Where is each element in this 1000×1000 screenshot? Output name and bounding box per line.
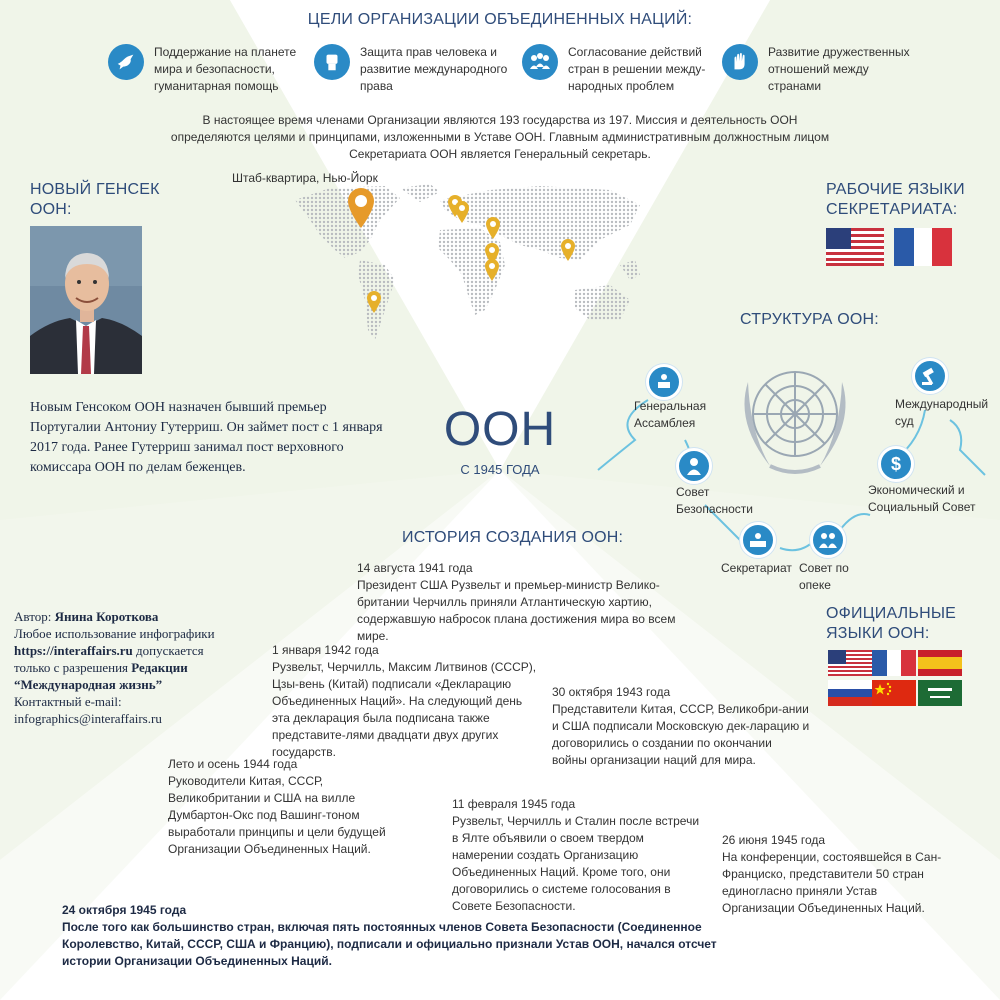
fist-icon xyxy=(314,44,350,80)
history-event-text: Представители Китая, СССР, Великобри-ании и США подписали Московскую дек-ларацию и договорились о создании по окончании войны организации наций для мира. xyxy=(552,702,810,767)
dollar-icon: $ xyxy=(878,446,914,482)
history-event xyxy=(272,642,537,761)
credits-email-link[interactable]: infographics@interaffairs.ru xyxy=(14,711,162,726)
goal-text: Согласование действий стран в решении между-народных проблем xyxy=(568,45,706,93)
history-event-date: 14 августа 1941 года xyxy=(357,561,473,575)
usa-flag-icon xyxy=(826,228,884,266)
credits-editorial: Редакции xyxy=(131,660,188,675)
structure-trusteeship-label: Совет по опеке xyxy=(799,561,849,592)
history-event-text: Рузвельт, Черчилль и Сталин после встречи в Ялте объявили о своем твердом намерении создать Организацию Объединенных Наций. Кроме того, они договорились о системе голосования в Совете Безопасности. xyxy=(452,814,700,913)
hands-icon xyxy=(722,44,758,80)
assembly-icon xyxy=(646,364,682,400)
structure-secretariat-label: Секретариат xyxy=(721,561,792,575)
structure-council-label: Совет Безопасности xyxy=(676,485,753,516)
intro-text: В настоящее время членами Организации являются 193 государства из 197. Миссия и деятельность ООН определяются целями и принципами, изложенными в Уставе ООН. Главным административным должностным лицом Секретариата ООН является Генеральный секретарь. xyxy=(170,113,830,161)
saudi-flag-icon xyxy=(918,680,962,706)
working-languages-title: РАБОЧИЕ ЯЗЫКИ СЕКРЕТАРИАТА: xyxy=(826,181,965,218)
credits-line2: допускается xyxy=(132,643,204,658)
history-event-date: 1 января 1942 года xyxy=(272,643,379,657)
usa-flag-icon xyxy=(828,650,872,676)
credits-block xyxy=(14,608,254,727)
china-flag-icon xyxy=(872,680,916,706)
history-event-date: 24 октября 1945 года xyxy=(62,903,187,917)
secgen-photo xyxy=(30,226,142,374)
structure-title: СТРУКТУРА ООН: xyxy=(740,311,879,328)
trusteeship-icon xyxy=(810,522,846,558)
history-event xyxy=(357,560,697,645)
credits-site-link[interactable]: https://interaffairs.ru xyxy=(14,643,133,658)
official-languages-title: ОФИЦИАЛЬНЫЕ ЯЗЫКИ ООН: xyxy=(826,605,957,642)
france-flag-icon xyxy=(872,650,916,676)
history-event-text: На конференции, состоявшейся в Сан-Франциско, представители 50 стран единогласно приняли Устав Организации Объединенных Наций. xyxy=(722,850,942,915)
goal-item xyxy=(722,44,918,95)
world-map xyxy=(290,180,650,350)
goals-title: ЦЕЛИ ОРГАНИЗАЦИИ ОБЪЕДИНЕННЫХ НАЦИЙ: xyxy=(307,11,693,28)
map-pin-icon xyxy=(484,258,500,282)
history-event-final xyxy=(62,902,732,970)
goal-item xyxy=(108,44,304,95)
map-pin-icon xyxy=(366,290,382,314)
history-event-text: Руководители Китая, СССР, Великобритании и США на вилле Думбартон-Окс под Вашинг-тоном выработали принципы и цели будущей Организации Объединенных Наций. xyxy=(168,774,386,856)
credits-contact-label: Контактный e-mail: xyxy=(14,694,122,709)
map-pin-icon xyxy=(485,216,501,240)
goal-text: Защита прав человека и развитие международного права xyxy=(360,45,508,93)
history-event-text: Рузвельт, Черчилль, Максим Литвинов (СССР), Цзы-вень (Китай) подписали «Декларацию Объединенных Наций». На следующий день эта декларация была подписана также представите-лями двадцати двух других государств. xyxy=(272,660,537,759)
goal-text: Поддержание на планете мира и безопасности, гуманитарная помощь xyxy=(154,45,297,93)
credits-line3: только с разрешения xyxy=(14,660,132,675)
map-pin-icon xyxy=(454,200,470,224)
russia-flag-icon xyxy=(828,680,872,706)
goal-item xyxy=(522,44,718,95)
history-event-date: 26 июня 1945 года xyxy=(722,833,826,847)
goal-item xyxy=(314,44,510,95)
secgen-text: Новым Генсоком ООН назначен бывший премьер Португалии Антониу Гутерриш. Он займет пост с 1 января 2017 года. Ранее Гутерриш занимал пост верховного комиссара ООН по делам беженцев. xyxy=(30,400,383,475)
credits-line1: Любое использование инфографики xyxy=(14,626,215,641)
history-event-date: Лето и осень 1944 года xyxy=(168,757,298,771)
secgen-title: НОВЫЙ ГЕНСЕК ООН: xyxy=(30,181,160,218)
history-title: ИСТОРИЯ СОЗДАНИЯ ООН: xyxy=(402,529,624,546)
history-event-date: 30 октября 1943 года xyxy=(552,685,671,699)
credits-author-label: Автор: xyxy=(14,609,55,624)
gavel-icon xyxy=(912,358,948,394)
history-event xyxy=(168,756,418,858)
hq-label: Штаб-квартира, Нью-Йорк xyxy=(232,171,378,185)
hq-pin-icon xyxy=(346,186,376,230)
structure-court-label: Международный суд xyxy=(895,397,989,428)
structure-ecosoc-label: Экономический и Социальный Совет xyxy=(868,483,976,514)
history-event-text: После того как большинство стран, включая пять постоянных членов Совета Безопасности (Соединенное Королевство, Китай, СССР, США и Францию), подписали и официально признали Устав ООН, начался отсчет истории Организации Объединенных Наций. xyxy=(62,920,717,968)
secretariat-icon xyxy=(740,522,776,558)
dove-icon xyxy=(108,44,144,80)
credits-journal: “Международная жизнь” xyxy=(14,677,163,692)
history-event-text: Президент США Рузвельт и премьер-министр Велико-британии Черчилль приняли Атлантическую хартию, содержавшую набросок плана достижения мира во всем мире. xyxy=(357,578,676,643)
spain-flag-icon xyxy=(918,650,962,676)
france-flag-icon xyxy=(894,228,952,266)
goal-text: Развитие дружественных отношений между странами xyxy=(768,45,910,93)
history-event xyxy=(452,796,702,915)
credits-author-name: Янина Короткова xyxy=(54,609,159,624)
center-subtitle: С 1945 ГОДА xyxy=(460,462,540,477)
history-event xyxy=(722,832,952,917)
map-pin-icon xyxy=(560,238,576,262)
history-event xyxy=(552,684,810,769)
council-icon xyxy=(676,448,712,484)
people-icon xyxy=(522,44,558,80)
history-event-date: 11 февраля 1945 года xyxy=(452,797,576,811)
center-title: ООН xyxy=(443,403,557,456)
structure-assembly-label: Генеральная Ассамблея xyxy=(634,399,707,430)
